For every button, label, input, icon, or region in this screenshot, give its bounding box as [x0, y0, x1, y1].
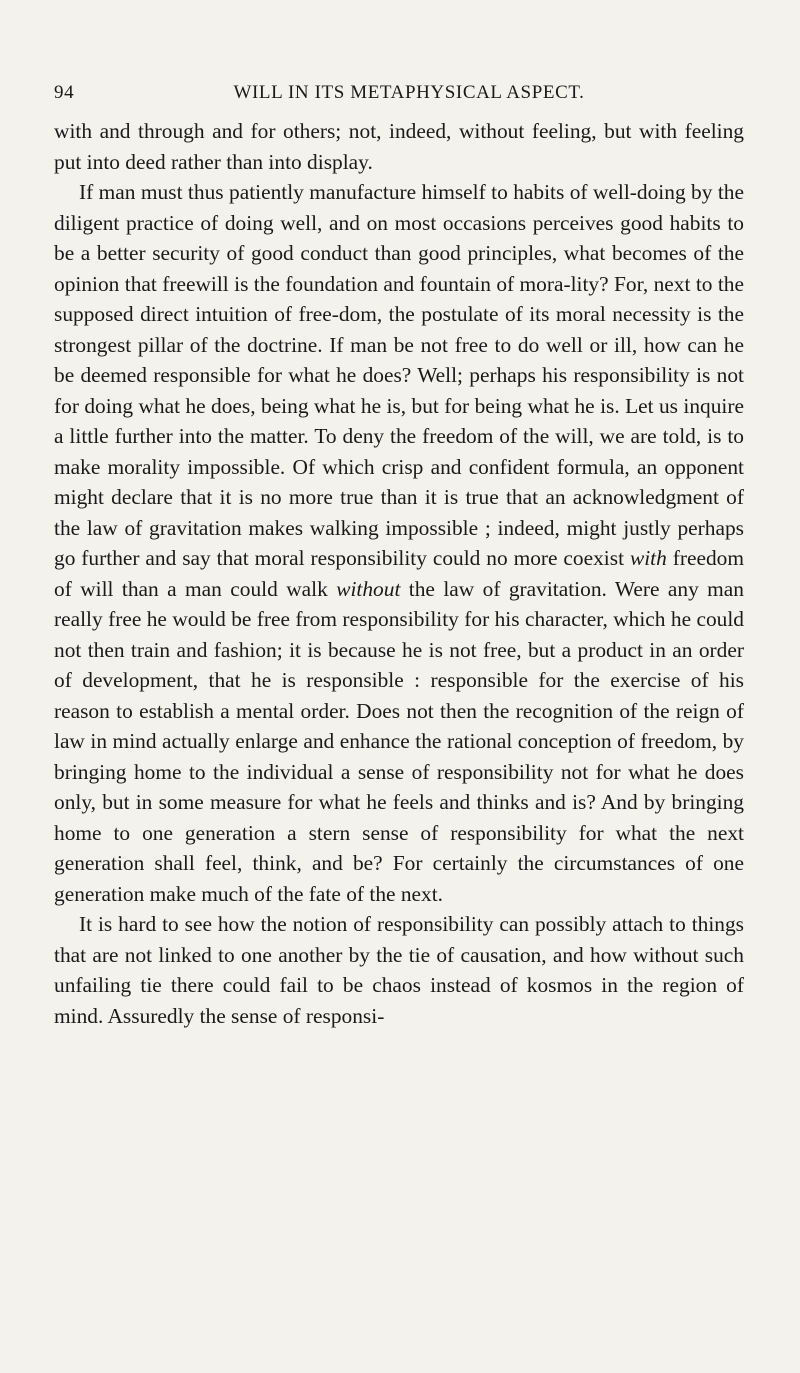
text-segment: It is hard to see how the notion of responsibility can possibly attach to things that are not linked to one another by the tie of causation, and how without such unfailing tie there could fail to be chaos instead of kosmos in the region of mind. Assuredly the sense of responsi-	[54, 912, 744, 1028]
text-segment: freedom of will than a man could walk	[54, 546, 744, 601]
text-segment: the law of gravitation. Were any man really free he would be free from responsibility for his character, which he could not then train and fashion; it is because he is not free, but a product in an order of development, that he is responsible : responsible for the exercise of his reason to establish a mental order. Does not then the recognition of the reign of law in mind actually enlarge and enhance the rational conception of freedom, by bringing home to the individual a sense of responsibility not for what he does only, but in some measure for what he feels and thinks and is? And by bringing home to one generation a stern sense of responsibility for what the next generation shall feel, think, and be? For certainly the circumstances of one generation make much of the fate of the next.	[54, 576, 744, 906]
paragraph-3	[54, 909, 744, 1031]
italic-segment: without	[336, 576, 401, 601]
book-page	[54, 82, 744, 1031]
italic-segment: with	[629, 546, 667, 570]
page-number: 94	[54, 82, 75, 103]
running-head	[54, 82, 744, 116]
text-segment: If man must thus patiently manufacture himself to habits of well-doing by the diligent practice of doing well, and on most occasions perceives good habits to be a better security of good conduct than good principles, what becomes of the opinion that freewill is the foundation and fountain of mora-lity? For, next to the supposed direct intuition of free-dom, the postulate of its moral necessity is the strongest pillar of the doctrine. If man be not free to do well or ill, how can he be deemed responsible for what he does? Well; perhaps his responsibility is not for doing what he does, being what he is, but for being what he is. Let us inquire a little further into the matter. To deny the freedom of the will, we are told, is to make morality impossible. Of which crisp and confident formula, an opponent might declare that it is no more true than it is true that an acknowledgment of the law of gravitation makes walking impossible ; indeed, might justly perhaps go further and say that moral responsibility could no more coexist	[54, 180, 744, 570]
paragraph-2	[54, 177, 744, 909]
text-segment: with and through and for others; not, indeed, without feeling, but with feeling put into deed rather than into display.	[54, 119, 744, 174]
body-text	[54, 116, 744, 1031]
running-title: WILL IN ITS METAPHYSICAL ASPECT.	[233, 82, 585, 103]
paragraph-1	[54, 116, 744, 177]
